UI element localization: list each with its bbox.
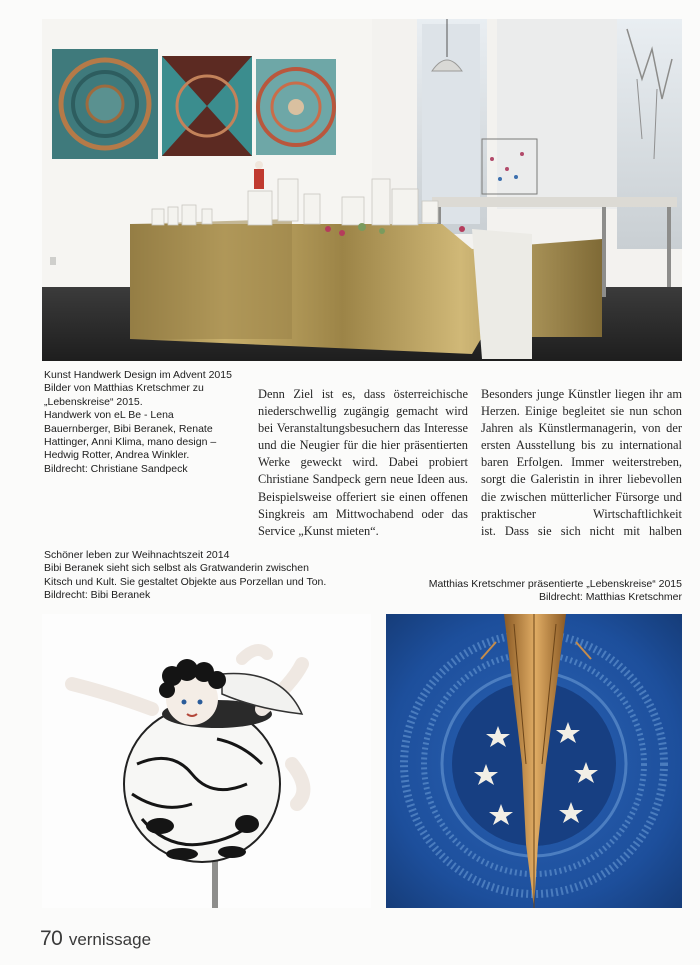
lebenskreise-caption [429,578,682,605]
text-line: und die Neugier für die hier präsentierten [258,438,468,453]
text-line: baren Erfolgen. Immer weiterstreben, [481,455,682,470]
porcelain-figure-illustration [42,614,371,908]
caption-line: Bildrecht: Matthias Kretschmer [539,591,682,604]
article-column-1 [258,386,468,540]
caption-line: Kitsch und Kult. Sie gestaltet Objekte aus Porzellan und Ton. [44,575,327,588]
caption-line: Handwerk von eL Be - Lena [44,409,174,422]
caption-line: „Lebenskreise“ 2015. [44,395,143,408]
text-line: Christiane Sandpeck gern neue Ideen aus. [258,472,468,487]
text-line: bei Veranstaltungsbesuchern das Interesse [258,421,468,436]
caption-line: Bildrecht: Christiane Sandpeck [44,462,188,475]
text-line: Besonders junge Künstler liegen ihr am [481,387,682,401]
gallery-scene-illustration [42,19,682,361]
text-line: niederschwellig zugängig gemacht wird [258,404,468,419]
caption-line: Hedwig Rotter, Andrea Winkler. [44,449,190,462]
text-line: ist. Dass sie sich nicht mit halben [481,523,682,538]
text-line: Jahren als Künstlermanagerin, von der [481,421,682,436]
caption-line: Bildrecht: Bibi Beranek [44,589,151,602]
page-folio [40,927,151,951]
text-line: Beispielsweise offeriert sie einen offenen [258,489,468,504]
page-number: 70 [40,927,63,950]
text-line: praktischer Wirtschaftlichkeit [481,506,682,521]
text-line: sorgt die Galeristin in ihrer liebevollen [481,472,682,487]
painting-left [52,49,158,159]
painting-right [256,59,336,155]
magazine-name: vernissage [68,930,152,949]
caption-line: Bibi Beranek sieht sich selbst als Gratwanderin zwischen [44,562,309,575]
text-line: ersten Ausstellung bis zu international [481,438,682,453]
lebenskreis-painting-photo [386,614,682,908]
caption-line: Matthias Kretschmer präsentierte „Lebenskreise“ 2015 [428,578,682,590]
porcelain-figure-photo [42,614,371,908]
article-column-2 [481,386,682,540]
text-line: Service „Kunst mieten“. [258,523,379,538]
gallery-interior-photo [42,19,682,361]
caption-line: Bauernberger, Bibi Beranek, Renate [44,422,213,435]
figure-caption [44,549,326,603]
lebenskreis-painting-illustration [386,614,682,908]
caption-line: Kunst Handwerk Design im Advent 2015 [44,369,232,381]
caption-line: Hattinger, Anni Klima, mano design – [44,436,217,449]
painting-center [162,56,252,156]
text-line: Singkreis am Mittwochabend oder das [258,506,468,521]
caption-line: Schöner leben zur Weihnachtszeit 2014 [44,549,230,561]
text-line: die zwischen mütterlicher Fürsorge und [481,489,682,504]
caption-line: Bilder von Matthias Kretschmer zu [44,382,204,395]
gallery-caption [44,369,232,476]
text-line: Werke geweckt wird. Dabei probiert [258,455,468,470]
text-line: Herzen. Einige begleitet sie nun schon [481,404,682,419]
text-line: Denn Ziel ist es, dass österreichische [258,387,468,401]
